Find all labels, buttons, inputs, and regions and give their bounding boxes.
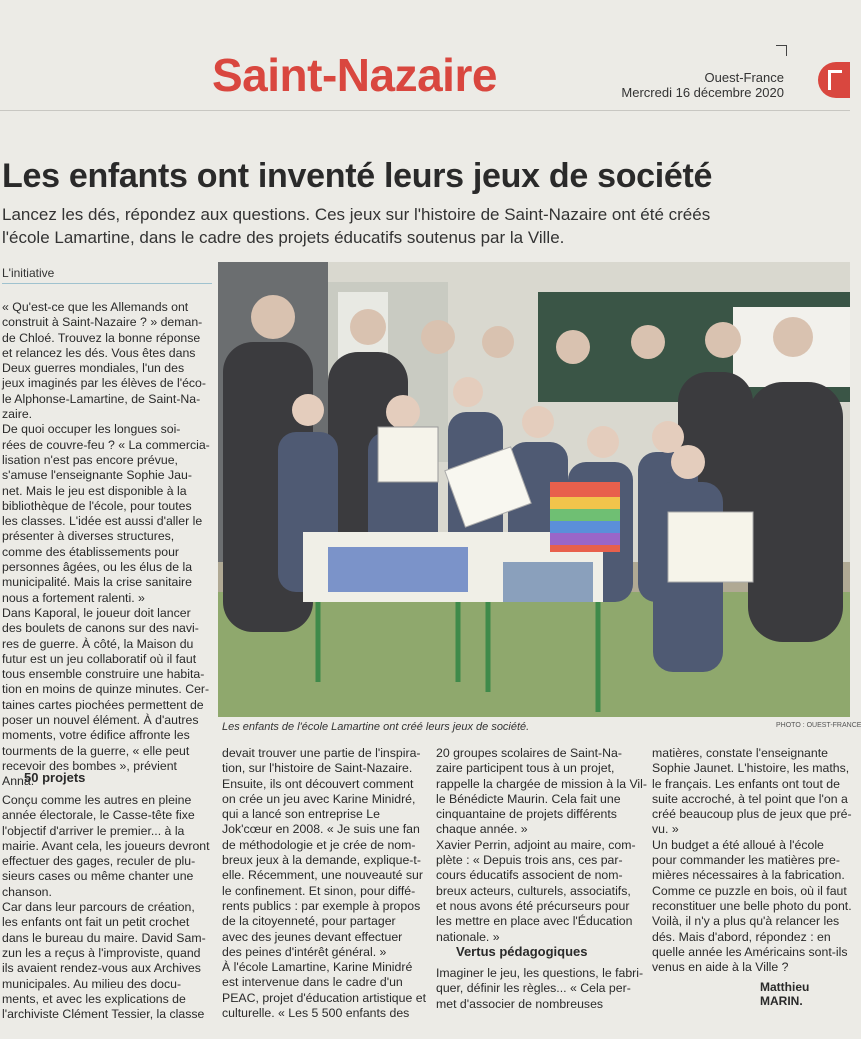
text-line: mairie. Avant cela, les joueurs devront <box>2 838 210 853</box>
text-line: jeux imaginés par les élèves de l'éco- <box>2 376 206 391</box>
text-line: suite accroché, à tel point que l'on a <box>652 791 848 806</box>
text-line: ments, et avec les explications de <box>2 991 186 1006</box>
publication-date: Mercredi 16 décembre 2020 <box>621 85 784 100</box>
text-line: cinquantaine de projets différents <box>436 807 617 822</box>
text-line: chaque année. » <box>436 822 528 837</box>
text-line: À l'école Lamartine, Karine Minidré <box>222 960 413 975</box>
text-line: venus en aide à la Ville ? <box>652 960 789 975</box>
text-line: nous a fortement ralenti. » <box>2 590 145 605</box>
kicker-rule <box>2 283 212 284</box>
text-line: les enfants ont fait un petit crochet <box>2 915 190 930</box>
text-line: les classes. L'idée est aussi d'aller le <box>2 514 203 529</box>
article-lead <box>2 203 722 249</box>
text-line: le Alphonse-Lamartine, de Saint-Na- <box>2 391 201 406</box>
text-line: de Chloé. Trouvez la bonne réponse <box>2 330 201 345</box>
crop-mark <box>776 45 787 56</box>
text-line: rappelle la chargée de mission à la Vil- <box>436 776 647 791</box>
text-line: zun les a reçus à l'improviste, quand <box>2 945 201 960</box>
text-line: cours éducatifs associent de nom- <box>436 868 623 883</box>
text-line: zaire. <box>2 407 33 422</box>
photo-caption: Les enfants de l'école Lamartine ont créé leurs jeux de société. <box>222 721 530 733</box>
text-line: lisation n'est pas encore prévue, <box>2 452 178 467</box>
text-line: poser un nouvel élément. À d'autres <box>2 713 199 728</box>
text-line: culturelle. « Les 5 500 enfants des <box>222 1006 410 1021</box>
text-line: qui a lancé son entreprise Le <box>222 807 380 822</box>
text-line: Ensuite, ils ont découvert comment <box>222 776 414 791</box>
text-line: taines cartes piochées permettent de <box>2 697 204 712</box>
text-line: Dans Kaporal, le joueur doit lancer <box>2 605 191 620</box>
text-line: plète : « Depuis trois ans, ces par- <box>436 853 623 868</box>
article-column-3 <box>436 746 647 945</box>
text-line: Conçu comme les autres en pleine <box>2 793 192 807</box>
text-line: Anna. <box>2 774 35 789</box>
text-line: « Qu'est-ce que les Allemands ont <box>2 300 189 314</box>
text-line: rées de couvre-feu ? « La commercia- <box>2 437 210 452</box>
text-line: devait trouver une partie de l'inspira- <box>222 746 421 760</box>
text-line: et relancez les dés. Vous êtes dans <box>2 345 196 360</box>
text-line: quelle année les Américains sont-ils <box>652 944 848 959</box>
text-line: recevoir des bombes », prévient <box>2 758 177 773</box>
text-line: est intervenue dans le cadre d'un <box>222 975 403 990</box>
text-line: De quoi occuper les longues soi- <box>2 422 181 437</box>
text-line: effectuer des gages, reculer de plu- <box>2 854 196 869</box>
text-line: bibliothèque de l'école, pour toutes <box>2 498 192 513</box>
text-line: municipales. Au milieu des docu- <box>2 976 182 991</box>
text-line: s'amuse l'enseignante Sophie Jau- <box>2 468 192 483</box>
text-line: construit à Saint-Nazaire ? » deman- <box>2 315 203 330</box>
text-line: Imaginer le jeu, les questions, le fabri- <box>436 966 644 980</box>
text-line: le Bénédicte Maurin. Cela fait une <box>436 791 621 806</box>
text-line: Comme ce puzzle en bois, où il faut <box>652 883 847 898</box>
text-line: vu. » <box>652 822 679 837</box>
text-line: on crée un jeu avec Karine Minidré, <box>222 791 416 806</box>
text-line: dans le bureau du maire. David Sam- <box>2 930 206 945</box>
text-line: de la citoyenneté, pour partager <box>222 914 396 929</box>
text-line: des peines d'intérêt général. » <box>222 944 387 959</box>
text-line: ils avaient rendez-vous aux Archives <box>2 961 201 976</box>
text-line: tous ensemble construire une habita- <box>2 667 205 682</box>
text-line: elle. Récemment, une nouveauté sur <box>222 868 423 883</box>
text-line: quer, définir les règles... « Cela per- <box>436 981 631 996</box>
text-line: pour commander les matières pre- <box>652 853 840 868</box>
text-line: comme des établissements pour <box>2 544 180 559</box>
lead-line: Lancez les dés, répondez aux questions. Ces jeux sur l'histoire de Saint-Nazaire ont été créés <box>2 205 711 224</box>
text-line: mières nécessaires à la fabrication. <box>652 868 845 883</box>
text-line: et nous avons été précurseurs pour <box>436 898 630 913</box>
text-line: année électorale, le Casse-tête fixe <box>2 808 195 823</box>
text-line: dés. Mais d'abord, répondez : en <box>652 929 831 944</box>
article-column-3b <box>436 966 644 1012</box>
text-line: 20 groupes scolaires de Saint-Na- <box>436 746 622 760</box>
article-byline: Matthieu MARIN. <box>760 980 810 1008</box>
text-line: matières, constate l'enseignante <box>652 746 828 760</box>
text-line: les mettre en place avec l'Éducation <box>436 914 633 929</box>
text-line: breux jeux à la demande, explique-t- <box>222 853 421 868</box>
text-line: le confinement. Et sinon, pour diffé- <box>222 883 416 898</box>
article-column-2 <box>222 746 426 1021</box>
article-photo <box>218 262 850 717</box>
text-line: personnes âgées, ou les élus de la <box>2 560 193 575</box>
text-line: Voilà, il n'y a plus qu'à relancer les <box>652 914 840 929</box>
newspaper-logo <box>818 62 850 98</box>
text-line: Un budget a été alloué à l'école <box>652 837 824 852</box>
publication-name: Ouest-France <box>704 70 784 85</box>
text-line: l'objectif d'arriver le premier... à la <box>2 823 185 838</box>
header-rule <box>0 110 850 111</box>
text-line: sieurs cases ou même chanter une <box>2 869 194 884</box>
article-headline: Les enfants ont inventé leurs jeux de société <box>2 157 713 195</box>
article-column-1b <box>2 793 210 1022</box>
classroom-photo-illustration <box>218 262 850 717</box>
article-column-1 <box>2 300 210 790</box>
lead-line: l'école Lamartine, dans le cadre des projets éducatifs soutenus par la Ville. <box>2 228 565 247</box>
text-line: tion, sur l'histoire de Saint-Nazaire. <box>222 761 413 776</box>
text-line: zaire participent tous à un projet, <box>436 761 615 776</box>
text-line: reconstituer une belle photo du pont. <box>652 898 852 913</box>
text-line: Xavier Perrin, adjoint au maire, com- <box>436 837 636 852</box>
text-line: le français. Les enfants ont tout de <box>652 776 840 791</box>
text-line: chanson. <box>2 884 52 899</box>
kicker-label: L'initiative <box>2 266 55 280</box>
text-line: avec des jeunes devant effectuer <box>222 929 403 944</box>
text-line: nationale. » <box>436 929 500 944</box>
text-line: de méthodologie et je crée de nom- <box>222 837 416 852</box>
text-line: met d'associer de nombreuses <box>436 996 604 1011</box>
text-line: Jok'cœur en 2008. « Je suis une fan <box>222 822 420 837</box>
text-line: présenter à diverses structures, <box>2 529 175 544</box>
text-line: tion en moins de quinze minutes. Cer- <box>2 682 210 697</box>
article-column-4 <box>652 746 850 975</box>
text-line: Deux guerres mondiales, l'un des <box>2 361 185 376</box>
photo-credit: PHOTO : OUEST-FRANCE <box>776 722 861 729</box>
subhead-50-projets: 50 projets <box>24 770 86 785</box>
text-line: créé beaucoup plus de jeux que pré- <box>652 807 852 822</box>
text-line: des boulets de canons sur des navi- <box>2 621 199 636</box>
publication-info <box>621 70 784 100</box>
text-line: futur est un jeu collaboratif où il faut <box>2 651 197 666</box>
text-line: breux acteurs, culturels, associatifs, <box>436 883 631 898</box>
text-line: Car dans leur parcours de création, <box>2 900 195 915</box>
subhead-vertus-pedagogiques: Vertus pédagogiques <box>456 944 588 959</box>
text-line: moments, votre édifice affronte les <box>2 728 190 743</box>
text-line: l'archiviste Clément Tessier, la classe <box>2 1007 205 1022</box>
text-line: rents publics : par exemple à propos <box>222 898 421 913</box>
text-line: tourments de la guerre, « elle peut <box>2 743 190 758</box>
text-line: res de guerre. À côté, la Maison du <box>2 636 194 651</box>
text-line: Sophie Jaunet. L'histoire, les maths, <box>652 761 850 776</box>
text-line: PEAC, projet d'éducation artistique et <box>222 990 426 1005</box>
text-line: municipalité. Mais la crise sanitaire <box>2 575 192 590</box>
text-line: net. Mais le jeu est disponible à la <box>2 483 187 498</box>
section-title: Saint-Nazaire <box>212 49 497 101</box>
